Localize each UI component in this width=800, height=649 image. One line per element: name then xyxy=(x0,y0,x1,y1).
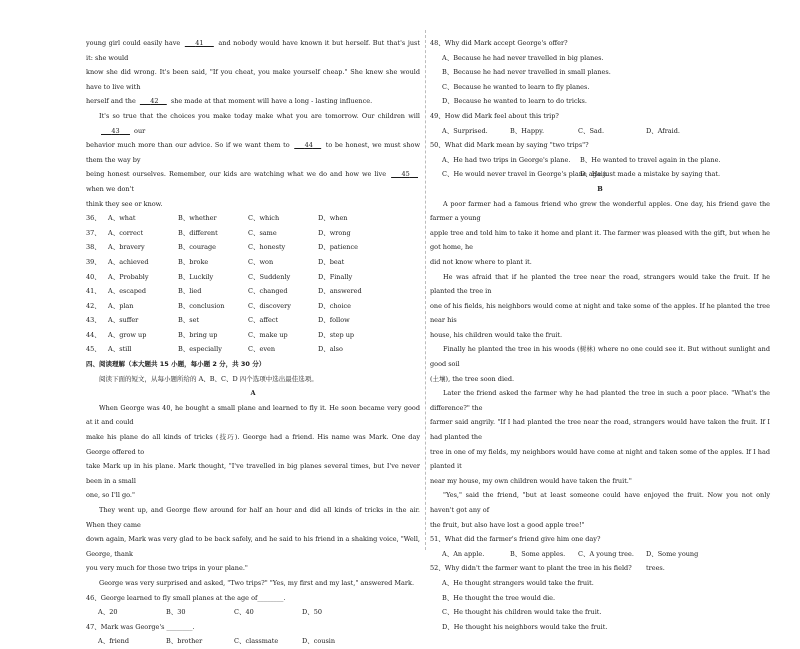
option: C、classmate xyxy=(234,637,279,646)
question-47-options xyxy=(86,634,420,649)
passage-line: down again, Mark was very glad to be back safely, and he said to his friend in a shaking voice, "Well, George, thank xyxy=(86,535,420,558)
option: B、Because he had never travelled in small planes. xyxy=(442,68,611,77)
passage-line: near my house, my own children would have taken the fruit." xyxy=(430,476,632,485)
option-row: 37、 A、correct B、different C、same D、wrong xyxy=(86,228,351,237)
passage-line: being honest ourselves. Remember, our kids are watching what we do and how we live 45 when we don't xyxy=(86,167,420,196)
passage-line: George was very surprised and asked, "Two trips?" "Yes, my first and my last," answered Mark. xyxy=(99,578,415,587)
question-47: 47、Mark was George's ________. xyxy=(86,622,195,631)
section-instructions: 阅读下面的短文，从每小题所给的 A、B、C、D 四个选项中选出最佳选项。 xyxy=(99,374,318,383)
option-row: 36、 A、what B、whether C、which D、when xyxy=(86,214,348,223)
passage-line: the fruit, but also have lost a good apple tree!" xyxy=(430,520,585,529)
passage-line: house, his children would take the fruit. xyxy=(430,330,563,339)
passage-line: did not know where to plant it. xyxy=(430,257,532,266)
option: A、20 xyxy=(98,608,118,617)
option: A、Surprised. xyxy=(442,126,488,135)
question-50: 50、What did Mark mean by saying "two trips"? xyxy=(430,141,589,150)
blank-43: 43 xyxy=(111,126,120,135)
passage-b-label: B xyxy=(597,184,603,193)
passage-line: know she did wrong. It's been said, "If you cheat, you make yourself cheap." She knew she would have to live with xyxy=(86,68,420,91)
question-52: 52、Why didn't the farmer want to plant the tree in his field? xyxy=(430,564,632,573)
option: D、cousin xyxy=(302,637,336,646)
passage-line: apple tree and told him to take it home and plant it. The farmer was pleased with the gift, but when he got home, he xyxy=(430,228,770,252)
passage-line: Later the friend asked the farmer why he had planted the tree in such a poor place. "What's the difference?" the xyxy=(430,389,770,412)
option: C、Because he wanted to learn to fly planes. xyxy=(442,82,590,91)
passage-line: When George was 40, he bought a small plane and learned to fly it. He soon became very good at it and could xyxy=(86,403,420,427)
passage-line: make his plane do all kinds of tricks (技巧). George had a friend. His name was Mark. One day George offered to xyxy=(86,433,420,456)
option: A、friend xyxy=(98,637,129,646)
column-divider xyxy=(425,30,426,550)
blank-44: 44 xyxy=(304,141,313,150)
option: D、He just made a mistake by saying that. xyxy=(580,170,721,179)
option-row: 38、 A、bravery B、courage C、honesty D、patience xyxy=(86,243,358,252)
option-row: 42、 A、plan B、conclusion C、discovery D、choice xyxy=(86,301,352,310)
option: D、50 xyxy=(302,608,322,617)
option: C、A young tree. xyxy=(578,549,634,558)
passage-line: A poor farmer had a famous friend who grew the wonderful apples. One day, his friend gave the farmer a young xyxy=(430,199,770,223)
option: A、An apple. xyxy=(442,549,485,558)
passage-line: think they see or know. xyxy=(86,199,163,208)
option: C、He would never travel in George's plane again. xyxy=(442,170,610,179)
passage-line: behavior much more than our advice. So if we want them to 44 to be honest, we must show them the way by xyxy=(86,138,420,167)
passage-line: one of his fields, his neighbors would come at night and take some of the apples. If he planted the tree near his xyxy=(430,301,770,325)
option: B、Some apples. xyxy=(510,549,566,558)
question-46: 46、George learned to fly small planes at the age of________. xyxy=(86,593,286,602)
cloze-options xyxy=(86,211,420,357)
question-48: 48、Why did Mark accept George's offer? xyxy=(430,39,568,47)
option: D、He thought his neighbors would take the fruit. xyxy=(442,622,608,631)
passage-line: (土壤), the tree soon died. xyxy=(430,374,515,383)
passage-line: Finally he planted the tree in his woods (树林) where no one could see it. But without sunlight and good soil xyxy=(430,345,770,369)
option: C、He thought his children would take the fruit. xyxy=(442,608,602,617)
passage-line: They went up, and George flew around for half an hour and did all kinds of tricks in the air. When they came xyxy=(86,506,420,529)
question-49-options xyxy=(430,124,770,139)
section-title: 四、阅读理解（本大题共 15 小题，每小题 2 分，共 30 分） xyxy=(86,360,266,369)
option-row: 41、 A、escaped B、lied C、changed D、answered xyxy=(86,287,362,296)
option: A、He thought strangers would take the fruit. xyxy=(442,578,594,587)
option: C、40 xyxy=(234,608,254,617)
passage-line: you very much for those two trips in your plane." xyxy=(86,564,248,573)
question-46-options xyxy=(86,605,420,620)
option: B、Happy. xyxy=(510,126,545,135)
right-column xyxy=(430,36,770,634)
passage-line: "Yes," said the friend, "but at least someone could have enjoyed the fruit. Now you not only haven't got any of xyxy=(430,491,770,514)
passage-line: farmer said angrily. "If I had planted the tree near the road, strangers would have taken the fruit. If I had planted the xyxy=(430,418,770,442)
blank-42: 42 xyxy=(150,97,159,106)
question-50-options-row xyxy=(430,153,770,168)
passage-line: young girl could easily have 41 and nobody would have known it but herself. But that's just it: she would xyxy=(86,36,420,65)
question-51: 51、What did the farmer's friend give him one day? xyxy=(430,535,601,544)
option: A、Because he had never travelled in big planes. xyxy=(442,53,604,62)
option: B、He wanted to travel again in the plane. xyxy=(580,155,721,164)
option: B、brother xyxy=(166,637,203,646)
option: D、Afraid. xyxy=(646,126,680,135)
blank-41: 41 xyxy=(195,39,204,47)
question-49: 49、How did Mark feel about this trip? xyxy=(430,111,559,120)
option: D、Because he wanted to learn to do tricks. xyxy=(442,97,587,106)
option-row: 40、 A、Probably B、Luckily C、Suddenly D、Finally xyxy=(86,272,353,281)
option: B、He thought the tree would die. xyxy=(442,593,556,602)
passage-line: tree in one of my fields, my neighbors would have come at night and taken some of the apples. If I had planted it xyxy=(430,447,770,471)
passage-line: herself and the 42 she made at that moment will have a long - lasting influence. xyxy=(86,94,420,109)
option: C、Sad. xyxy=(578,126,605,135)
blank-45: 45 xyxy=(401,170,410,179)
option-row: 45、 A、still B、especially C、even D、also xyxy=(86,345,343,354)
option-row: 43、 A、suffer B、set C、affect D、follow xyxy=(86,316,350,325)
option: A、He had two trips in George's plane. xyxy=(442,155,571,164)
passage-line: take Mark up in his plane. Mark thought, "I've travelled in big planes several times, but I've never been in a small xyxy=(86,462,420,485)
passage-a-label: A xyxy=(250,389,256,398)
left-column xyxy=(86,36,420,649)
option: D、Some young trees. xyxy=(646,549,699,573)
passage-line: It's so true that the choices you make today make what you are tomorrow. Our children will 43 our xyxy=(86,109,420,138)
option-row: 44、 A、grow up B、bring up C、make up D、step up xyxy=(86,330,355,339)
question-50-options-row xyxy=(430,167,770,182)
option-row: 39、 A、achieved B、broke C、won D、beat xyxy=(86,257,345,266)
passage-line: He was afraid that if he planted the tree near the road, strangers would take the fruit. If he planted the tree in xyxy=(430,272,770,296)
option: B、30 xyxy=(166,608,186,617)
passage-line: one, so I'll go." xyxy=(86,491,135,500)
